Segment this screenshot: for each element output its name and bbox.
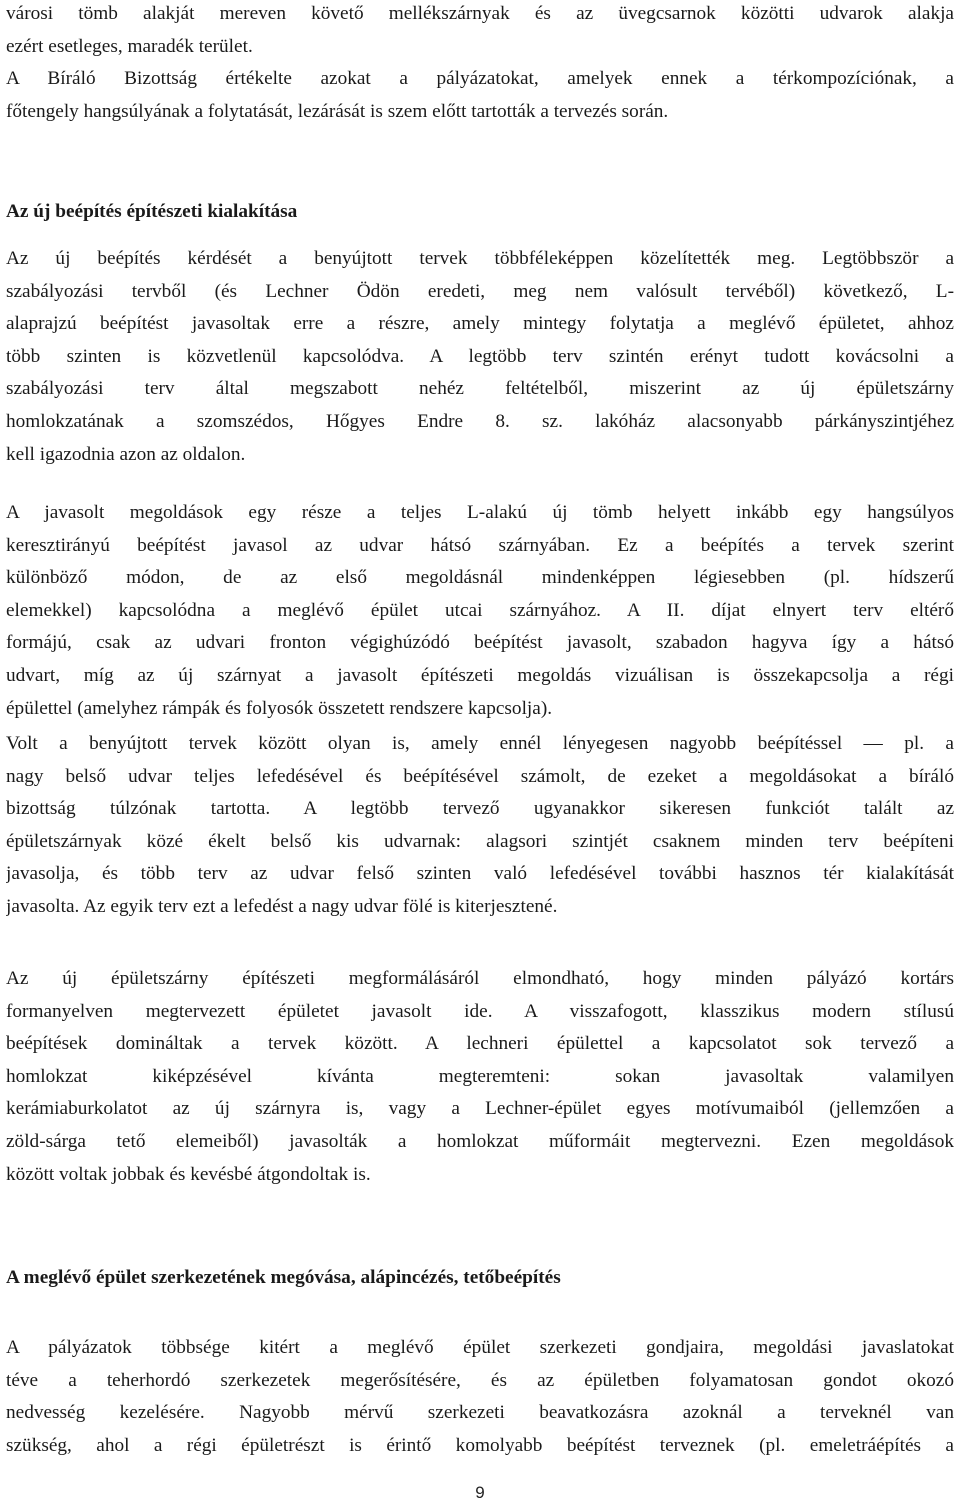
text-line: javasolta. Az egyik terv ezt a lefedést a nagy udvar fölé is kiterjesztené. (6, 895, 558, 917)
section-heading-structure: A meglévő épület szerkezetének megóvása, alápincézés, tetőbeépítés (6, 1267, 561, 1288)
text-line: több szinten is közvetlenül kapcsolódva. A legtöbb terv szintén erényt tudott kovácsolni a (6, 345, 954, 367)
text-line: udvart, míg az új szárnyat a javasolt építészeti megoldás vizuálisan is összekapcsolja a régi (6, 664, 954, 686)
text-line: formájú, csak az udvari fronton végighúzódó beépítést javasolt, szabadon hagyva így a hátsó (6, 632, 954, 654)
section1-paragraph-1 (6, 243, 954, 471)
text-line: főtengely hangsúlyának a folytatását, lezárását is szem előtt tartották a tervezés során. (6, 100, 669, 122)
section1-paragraph-2 (6, 497, 954, 725)
text-line: A pályázatok többsége kitért a meglévő épület szerkezeti gondjaira, megoldási javaslatokat (6, 1337, 954, 1358)
text-line: alaprajzú beépítést javasoltak erre a részre, amely mintegy folytatja a meglévő épületet, ahhoz (6, 313, 954, 335)
text-line: A Bíráló Bizottság értékelte azokat a pályázatokat, amelyek ennek a térkompozíciónak, a (6, 68, 954, 90)
text-line: javasolja, és több terv az udvar felső szinten való lefedésével további hasznos tér kialakítását (6, 863, 954, 885)
text-line: Az új beépítés kérdését a benyújtott tervek többféleképpen közelítették meg. Legtöbbször a (6, 248, 954, 269)
section2-paragraph-1 (6, 1332, 954, 1462)
text-line: beépítések domináltak a tervek között. A lechneri épülettel a kapcsolatot sok tervező a (6, 1033, 954, 1055)
text-line: nagy belső udvar teljes lefedésével és beépítésével számolt, de ezeket a megoldásokat a bíráló (6, 765, 954, 787)
text-line: A javasolt megoldások egy része a teljes L-alakú új tömb helyett inkább egy hangsúlyos (6, 502, 954, 523)
page-number: 9 (475, 1483, 485, 1502)
text-line: bizottság túlzónak tartotta. A legtöbb tervező ugyanakkor sikeresen funkciót talált az (6, 798, 954, 820)
text-line: szabályozási tervből (és Lechner Ödön eredeti, meg nem valósult tervéből) következő, L- (6, 280, 954, 302)
section1-paragraph-4 (6, 963, 954, 1191)
section-heading-new-building: Az új beépítés építészeti kialakítása (6, 201, 298, 222)
text-line: különböző módon, de az első megoldásnál mindenképpen légiesebben (pl. hídszerű (6, 567, 954, 589)
section1-paragraph-3 (6, 728, 954, 924)
text-line: téve a teherhordó szerkezetek megerősítésére, és az épületben folyamatosan gondot okozó (6, 1369, 954, 1391)
text-line: nedvesség kezelésére. Nagyobb mérvű szerkezeti beavatkozásra azoknál a terveknél van (6, 1402, 954, 1424)
text-line: ezért esetleges, maradék terület. (6, 35, 253, 57)
text-line: homlokzatának a szomszédos, Hőgyes Endre 8. sz. lakóház alacsonyabb párkányszintjéhez (6, 410, 954, 432)
text-line: keresztirányú beépítést javasol az udvar hátsó szárnyában. Ez a beépítés a tervek szerint (6, 534, 954, 556)
text-line: zöld-sárga tető elemeiből) javasolták a homlokzat műformáit megtervezni. Ezen megoldások (6, 1130, 954, 1152)
text-line: Volt a benyújtott tervek között olyan is, amely ennél lényegesen nagyobb beépítéssel — pl. a (6, 733, 954, 754)
intro-paragraph (6, 0, 954, 128)
text-line: épületszárnyak közé ékelt belső kis udvarnak: alagsori szintjét csaknem minden terv beépíteni (6, 830, 954, 852)
text-line: formanyelven megtervezett épületet javasolt ide. A visszafogott, klasszikus modern stílusú (6, 1000, 954, 1022)
text-line: Az új épületszárny építészeti megformálásáról elmondható, hogy minden pályázó kortárs (6, 968, 954, 989)
text-line: elemekkel) kapcsolódna a meglévő épület utcai szárnyához. A II. díjat elnyert terv eltérő (6, 599, 954, 621)
text-line: városi tömb alakját mereven követő mellékszárnyak és az üvegcsarnok közötti udvarok alakja (6, 3, 954, 24)
text-line: között voltak jobbak és kevésbé átgondoltak is. (6, 1163, 371, 1185)
text-line: épülettel (amelyhez rámpák és folyosók összetett rendszere kapcsolja). (6, 697, 553, 719)
text-line: kell igazodnia azon az oldalon. (6, 443, 246, 465)
text-line: homlokzat kiképzésével kívánta megteremteni: sokan javasoltak valamilyen (6, 1065, 954, 1087)
text-line: kerámiaburkolatot az új szárnyra is, vagy a Lechner-épület egyes motívumaiból (jellemzően a (6, 1098, 954, 1120)
text-line: szükség, ahol a régi épületrészt is érintő komolyabb beépítést terveznek (pl. emeletráépítés a (6, 1434, 954, 1456)
text-line: szabályozási terv által megszabott nehéz feltételből, miszerint az új épületszárny (6, 378, 954, 400)
